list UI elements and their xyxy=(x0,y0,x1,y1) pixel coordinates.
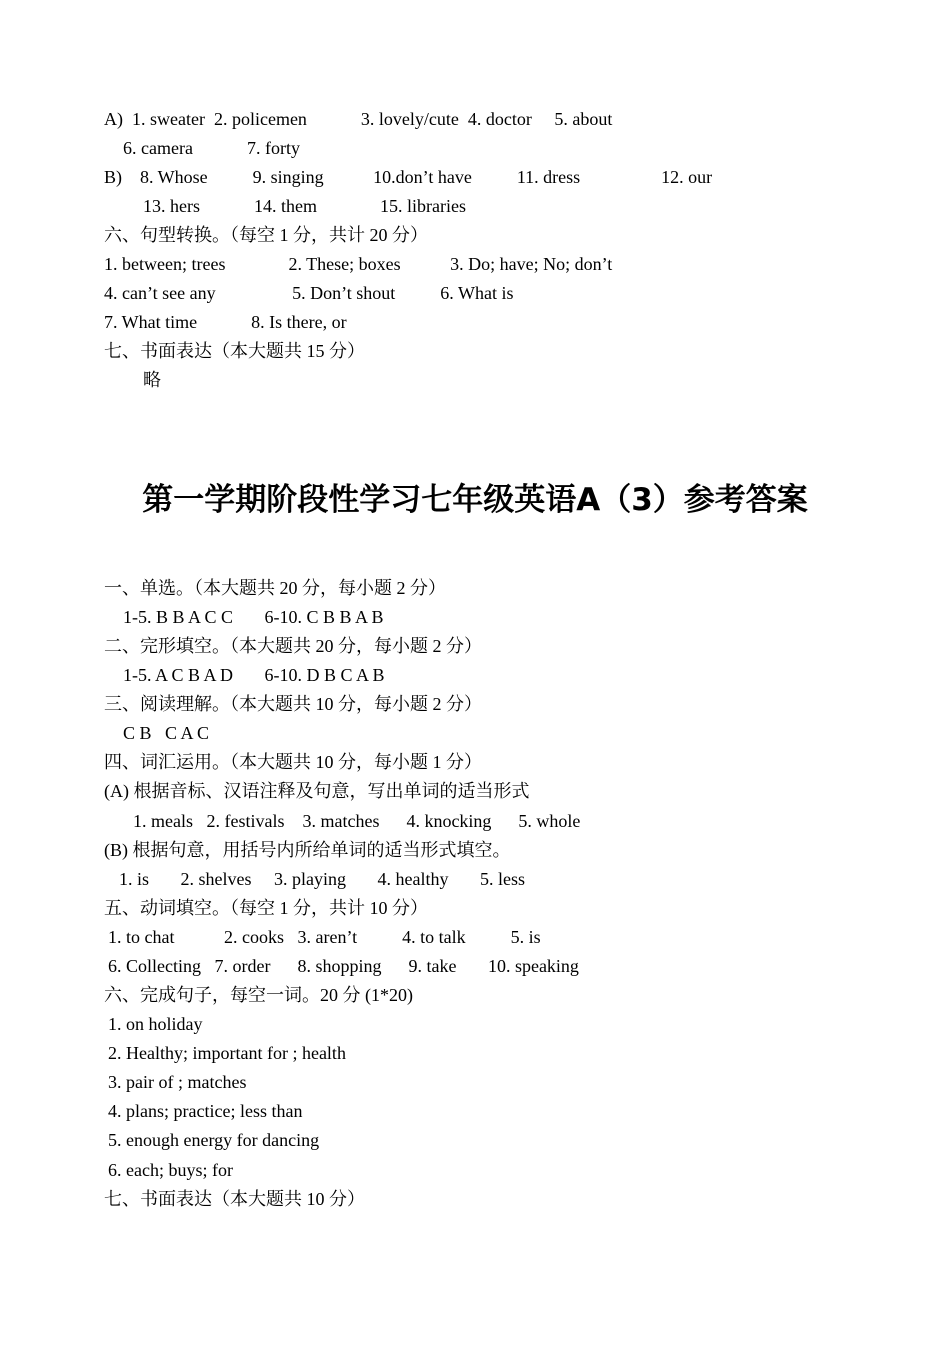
section-heading-cloze: 二、完形填空。（本大题共 20 分，每小题 2 分） xyxy=(104,636,482,656)
answer-reading: C B C A C xyxy=(123,723,210,743)
writing-answer-omitted: 略 xyxy=(143,370,161,390)
answer-cloze: 1-5. A C B A D 6-10. D B C A B xyxy=(123,665,385,685)
list-item: 6. each; buys; for xyxy=(108,1160,233,1180)
answer-row-b-1: B) 8. Whose 9. singing 10.don’t have 11. dress 12. our xyxy=(104,167,713,187)
section-heading-sentence-transform: 六、句型转换。（每空 1 分，共计 20 分） xyxy=(104,225,428,245)
section-heading-reading: 三、阅读理解。（本大题共 10 分，每小题 2 分） xyxy=(104,694,482,714)
list-item: 3. pair of ; matches xyxy=(108,1072,247,1092)
page-title: 第一学期阶段性学习七年级英语A（3）参考答案 xyxy=(142,482,808,518)
list-item: 1. on holiday xyxy=(108,1014,203,1034)
answer-vocabulary-a: 1. meals 2. festivals 3. matches 4. knocking 5. whole xyxy=(133,811,581,831)
answer-vocabulary-b: 1. is 2. shelves 3. playing 4. healthy 5. less xyxy=(119,869,525,889)
answer-row-a-1: A) 1. sweater 2. policemen 3. lovely/cute 4. doctor 5. about xyxy=(104,109,613,129)
section-heading-complete-sentences: 六、完成句子，每空一词。20 分 (1*20) xyxy=(104,985,413,1005)
list-item: 2. Healthy; important for ; health xyxy=(108,1043,346,1063)
answer-verb-fill-1: 1. to chat 2. cooks 3. aren’t 4. to talk 5. is xyxy=(108,927,541,947)
list-item: 5. enough energy for dancing xyxy=(108,1130,320,1150)
answer-verb-fill-2: 6. Collecting 7. order 8. shopping 9. take 10. speaking xyxy=(108,956,579,976)
list-item: 4. plans; practice; less than xyxy=(108,1101,303,1121)
answer-row-a-2: 6. camera 7. forty xyxy=(123,138,300,158)
answer-single-choice: 1-5. B B A C C 6-10. C B B A B xyxy=(123,607,384,627)
section-heading-writing-2: 七、书面表达（本大题共 10 分） xyxy=(104,1189,365,1209)
section-heading-single-choice: 一、单选。（本大题共 20 分，每小题 2 分） xyxy=(104,578,446,598)
section-heading-writing: 七、书面表达（本大题共 15 分） xyxy=(104,341,365,361)
section-heading-verb-fill: 五、动词填空。（每空 1 分，共计 10 分） xyxy=(104,898,428,918)
section-heading-vocabulary: 四、词汇运用。（本大题共 10 分，每小题 1 分） xyxy=(104,752,482,772)
subsection-heading-vocabulary-a: (A) 根据音标、汉语注释及句意，写出单词的适当形式 xyxy=(104,781,530,801)
answer-row-b-2: 13. hers 14. them 15. libraries xyxy=(143,196,466,216)
subsection-heading-vocabulary-b: (B) 根据句意，用括号内所给单词的适当形式填空。 xyxy=(104,840,511,860)
answer-row-transform-2: 4. can’t see any 5. Don’t shout 6. What is xyxy=(104,283,514,303)
answer-row-transform-3: 7. What time 8. Is there, or xyxy=(104,312,347,332)
answer-row-transform-1: 1. between; trees 2. These; boxes 3. Do; have; No; don’t xyxy=(104,254,613,274)
